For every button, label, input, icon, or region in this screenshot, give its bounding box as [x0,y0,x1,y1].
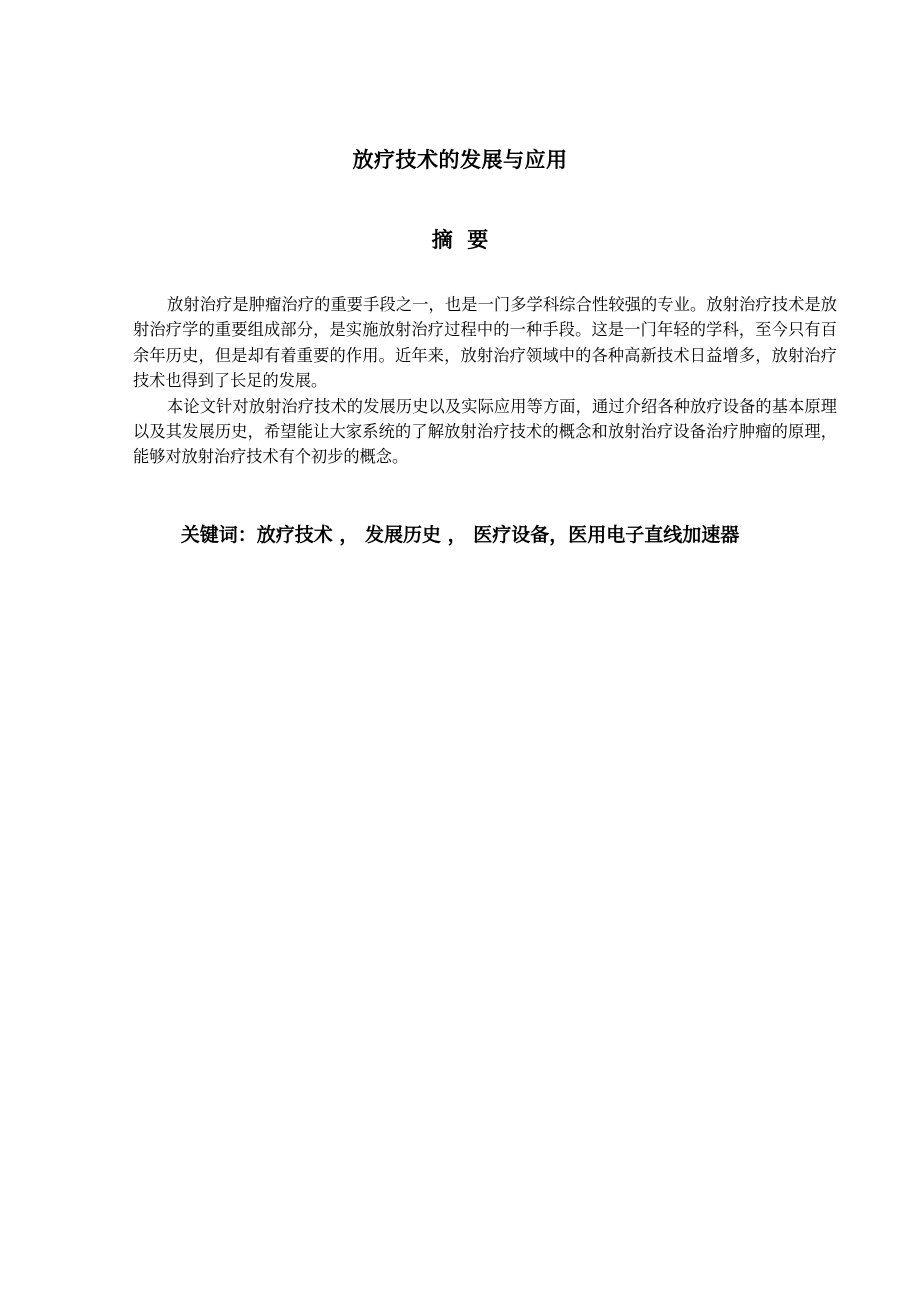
abstract-heading: 摘 要 [431,228,489,252]
abstract-paragraph-1: 放射治疗是肿瘤治疗的重要手段之一，也是一门多学科综合性较强的专业。放射治疗技术是放射治疗学的重要组成部分，是实施放射治疗过程中的一种手段。这是一门年轻的学科，至今只有百余年历史，但是却有着重要的作用。近年来，放射治疗领域中的各种高新技术日益增多，放射治疗技术也得到了长足的发展。 [133,295,837,391]
abstract-paragraph-2: 本论文针对放射治疗技术的发展历史以及实际应用等方面，通过介绍各种放疗设备的基本原理以及其发展历史，希望能让大家系统的了解放射治疗技术的概念和放射治疗设备治疗肿瘤的原理，能够对放射治疗技术有个初步的概念。 [133,396,837,467]
abstract-body [133,292,837,470]
document-title: 放疗技术的发展与应用 [352,148,568,172]
keywords-line: 关键词：放疗技术 ， 发展历史 ， 医疗设备，医用电子直线加速器 [180,524,740,546]
